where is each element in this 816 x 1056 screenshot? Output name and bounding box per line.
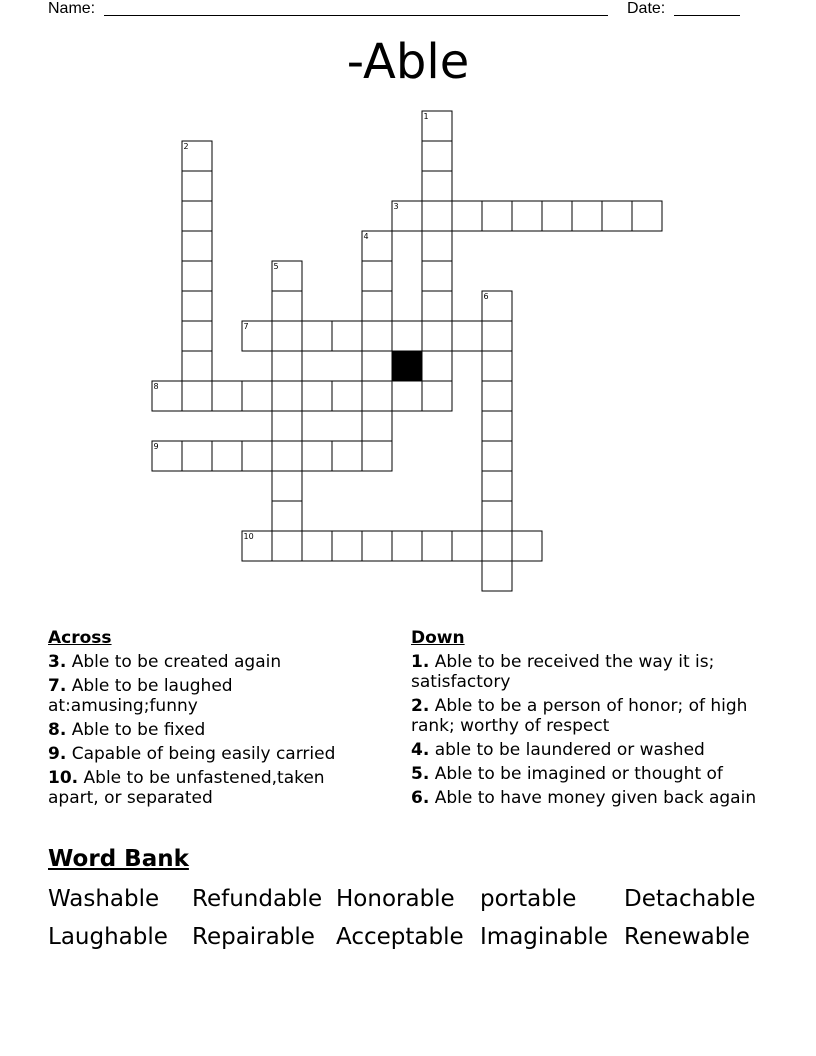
grid-cell[interactable] bbox=[482, 441, 512, 471]
cell-number: 1 bbox=[423, 112, 429, 121]
grid-cell[interactable] bbox=[482, 201, 512, 231]
grid-cell[interactable] bbox=[182, 441, 212, 471]
grid-cell[interactable] bbox=[302, 531, 332, 561]
cell-number: 5 bbox=[273, 262, 279, 271]
grid-cell[interactable] bbox=[182, 231, 212, 261]
grid-cell[interactable] bbox=[302, 441, 332, 471]
word-bank-item: Laughable bbox=[48, 924, 168, 950]
grid-cell[interactable] bbox=[482, 501, 512, 531]
date-label: Date: bbox=[627, 0, 666, 17]
clue-number: 8. bbox=[48, 720, 67, 740]
across-clues bbox=[48, 628, 368, 812]
grid-cell[interactable] bbox=[392, 381, 422, 411]
across-clue bbox=[48, 768, 368, 808]
grid-cell[interactable] bbox=[182, 351, 212, 381]
grid-cell[interactable] bbox=[272, 531, 302, 561]
clue-text: Able to be created again bbox=[71, 652, 282, 672]
grid-cell[interactable] bbox=[482, 561, 512, 591]
grid-cell[interactable] bbox=[512, 531, 542, 561]
grid-cell[interactable] bbox=[332, 381, 362, 411]
grid-cell[interactable] bbox=[362, 291, 392, 321]
grid-cell[interactable] bbox=[422, 141, 452, 171]
word-bank-item: portable bbox=[480, 886, 577, 912]
grid-cell[interactable] bbox=[332, 441, 362, 471]
cell-number: 8 bbox=[153, 382, 159, 391]
name-label: Name: bbox=[48, 0, 96, 17]
grid-cell[interactable] bbox=[212, 441, 242, 471]
across-clue bbox=[48, 744, 368, 764]
grid-cell[interactable] bbox=[272, 501, 302, 531]
cell-number: 3 bbox=[393, 202, 399, 211]
cell-number: 4 bbox=[363, 232, 369, 241]
grid-cell[interactable] bbox=[332, 321, 362, 351]
grid-cell[interactable] bbox=[422, 291, 452, 321]
grid-cell[interactable] bbox=[392, 531, 422, 561]
grid-cell[interactable] bbox=[422, 531, 452, 561]
down-clue bbox=[411, 696, 771, 736]
grid-cell[interactable] bbox=[512, 201, 542, 231]
grid-cell[interactable] bbox=[482, 351, 512, 381]
clue-number: 10. bbox=[48, 768, 79, 788]
clue-text: Able to be received the way it is; satisfactory bbox=[411, 652, 715, 692]
down-clue bbox=[411, 652, 771, 692]
grid-cell[interactable] bbox=[272, 321, 302, 351]
word-bank-item: Refundable bbox=[192, 886, 323, 912]
grid-cell[interactable] bbox=[332, 531, 362, 561]
word-bank-item: Acceptable bbox=[336, 924, 464, 950]
clue-text: Able to be a person of honor; of high rank; worthy of respect bbox=[411, 696, 748, 736]
grid-cell[interactable] bbox=[242, 441, 272, 471]
grid-cell[interactable] bbox=[302, 381, 332, 411]
clue-number: 9. bbox=[48, 744, 67, 764]
clue-number: 1. bbox=[411, 652, 430, 672]
grid-cell[interactable] bbox=[602, 201, 632, 231]
grid-cell[interactable] bbox=[362, 321, 392, 351]
clue-number: 3. bbox=[48, 652, 67, 672]
grid-cell[interactable] bbox=[272, 351, 302, 381]
grid-cell[interactable] bbox=[452, 531, 482, 561]
grid-cell[interactable] bbox=[362, 261, 392, 291]
word-bank-item: Renewable bbox=[624, 924, 750, 950]
grid-cell[interactable] bbox=[362, 381, 392, 411]
grid-cell[interactable] bbox=[422, 201, 452, 231]
grid-cell[interactable] bbox=[182, 261, 212, 291]
clue-text: Able to have money given back again bbox=[434, 788, 757, 808]
word-bank-item: Detachable bbox=[624, 886, 756, 912]
word-bank-item: Repairable bbox=[192, 924, 315, 950]
grid-cell[interactable] bbox=[422, 321, 452, 351]
grid-cell[interactable] bbox=[422, 351, 452, 381]
grid-cell[interactable] bbox=[392, 321, 422, 351]
cell-number: 6 bbox=[483, 292, 489, 301]
grid-cell[interactable] bbox=[212, 381, 242, 411]
clue-text: Able to be fixed bbox=[71, 720, 206, 740]
grid-cell[interactable] bbox=[482, 321, 512, 351]
grid-cell[interactable] bbox=[182, 321, 212, 351]
grid-cell[interactable] bbox=[182, 171, 212, 201]
grid-cell[interactable] bbox=[272, 291, 302, 321]
across-clue bbox=[48, 676, 368, 716]
across-heading: Across bbox=[48, 628, 112, 648]
grid-cell[interactable] bbox=[632, 201, 662, 231]
word-bank-item: Imaginable bbox=[480, 924, 609, 950]
across-clue bbox=[48, 720, 368, 740]
grid-cell[interactable] bbox=[572, 201, 602, 231]
grid-cell[interactable] bbox=[482, 531, 512, 561]
word-bank-item: Washable bbox=[48, 886, 160, 912]
grid-cell[interactable] bbox=[272, 441, 302, 471]
grid-cell[interactable] bbox=[422, 381, 452, 411]
cell-number: 2 bbox=[183, 142, 189, 151]
clue-text: Able to be laughed at:amusing;funny bbox=[48, 676, 233, 716]
down-clue bbox=[411, 740, 771, 760]
grid-cell[interactable] bbox=[542, 201, 572, 231]
grid-cell[interactable] bbox=[272, 381, 302, 411]
grid-cell[interactable] bbox=[182, 291, 212, 321]
clue-text: Able to be imagined or thought of bbox=[434, 764, 723, 784]
grid-cell[interactable] bbox=[422, 261, 452, 291]
grid-cell[interactable] bbox=[242, 381, 272, 411]
black-cell bbox=[392, 351, 422, 381]
clue-text: Able to be unfastened,taken apart, or separated bbox=[48, 768, 325, 808]
grid-cell[interactable] bbox=[272, 471, 302, 501]
grid-cell[interactable] bbox=[182, 381, 212, 411]
grid-cell[interactable] bbox=[452, 201, 482, 231]
clue-text: able to be laundered or washed bbox=[434, 740, 705, 760]
grid-cell[interactable] bbox=[362, 531, 392, 561]
cell-number: 9 bbox=[153, 442, 159, 451]
clue-number: 4. bbox=[411, 740, 430, 760]
cell-number: 10 bbox=[243, 532, 254, 541]
grid-cell[interactable] bbox=[482, 411, 512, 441]
word-bank-title: Word Bank bbox=[48, 846, 189, 872]
down-clue bbox=[411, 764, 771, 784]
grid-cell[interactable] bbox=[272, 411, 302, 441]
clue-number: 6. bbox=[411, 788, 430, 808]
grid-cell[interactable] bbox=[362, 411, 392, 441]
grid-cell[interactable] bbox=[422, 171, 452, 201]
down-heading: Down bbox=[411, 628, 465, 648]
clue-number: 7. bbox=[48, 676, 67, 696]
grid-cell[interactable] bbox=[182, 201, 212, 231]
grid-cell[interactable] bbox=[362, 441, 392, 471]
grid-cell[interactable] bbox=[482, 381, 512, 411]
clue-text: Capable of being easily carried bbox=[71, 744, 336, 764]
clue-number: 5. bbox=[411, 764, 430, 784]
grid-cell[interactable] bbox=[452, 321, 482, 351]
down-clues bbox=[411, 628, 771, 812]
grid-cell[interactable] bbox=[302, 321, 332, 351]
grid-cell[interactable] bbox=[362, 351, 392, 381]
grid-cell[interactable] bbox=[482, 471, 512, 501]
clue-number: 2. bbox=[411, 696, 430, 716]
down-clue bbox=[411, 788, 771, 808]
cell-number: 7 bbox=[243, 322, 249, 331]
word-bank-item: Honorable bbox=[336, 886, 455, 912]
across-clue bbox=[48, 652, 368, 672]
grid-cell[interactable] bbox=[422, 231, 452, 261]
page-title: -Able bbox=[346, 34, 470, 90]
